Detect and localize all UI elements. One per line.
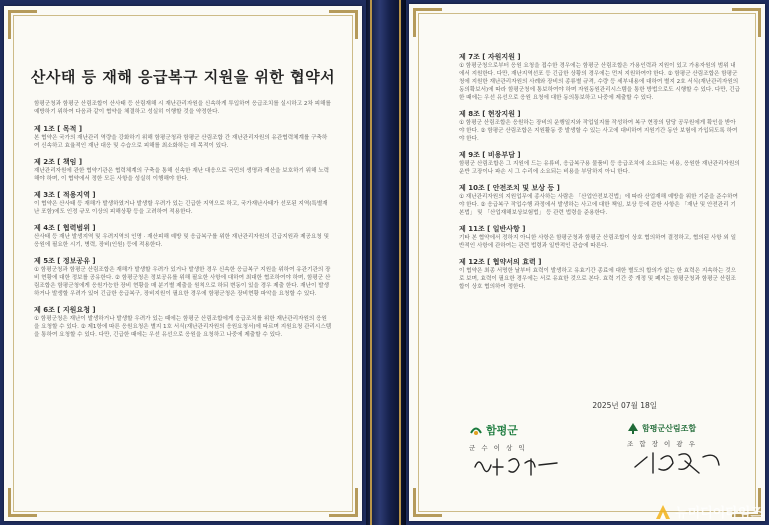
corner-ornament [413,8,442,37]
watermark-text: 뉴미디어타임즈 [675,506,763,521]
article [459,150,741,176]
article-heading: 제 12조 [ 협약서의 효력 ] [459,258,542,266]
article-heading: 제 3조 [ 적용지역 ] [34,191,96,199]
article-text: 본 협약은 국가의 재난관리 역량을 강화하기 위해 함평군청과 함평군 산림조합 간 재난관리자원의 유관협력체계를 구축하여 신속하고 효율적인 재난 대응 및 수습으로 피해를 최소화하는 데 목적이 있다. [34,135,328,149]
county-handwritten-signature [469,453,564,479]
article [459,257,741,291]
article [34,190,332,216]
newsmedia-watermark [655,502,763,521]
cooperative-logo [627,422,747,434]
article-heading: 제 6조 [ 지원요청 ] [34,306,96,314]
article-text: 재난관리자원에 관한 협약기관은 협력체계의 구축을 통해 신속한 재난 대응으로 국민의 생명과 재산을 보호하기 위해 노력해야 하며, 이 협약에서 정한 모든 사항을 성실히 이행해야 한다. [34,168,330,182]
article-heading: 제 8조 [ 현장지원 ] [459,110,521,118]
article [34,305,332,339]
right-body [459,52,741,298]
article [459,183,741,217]
signatory-forestry-cooperative [627,422,747,481]
article [459,224,741,250]
article-heading: 제 10조 [ 안전조치 및 보상 등 ] [459,184,560,192]
article-heading: 제 5조 [ 정보공유 ] [34,257,96,265]
article-heading: 제 9조 [ 비용부담 ] [459,151,521,159]
corner-ornament [329,10,358,39]
article-text: 이 협약은 산사태 등 재해가 발생하였거나 발생할 우려가 있는 긴급한 지역으로 하고, 국가재난사태가 선포된 지역(특별재난 포함)에도 인정 규모 이상의 피해상황 등을 고려하여 적용한다. [34,201,328,215]
corner-ornament [8,488,37,517]
cooperative-head-title: 조 합 장 이 광 우 [627,440,698,448]
article-text: 기타 본 협약에서 정하지 아니한 사항은 함평군청과 함평군 산림조합이 상호 협의하여 결정하고, 협의된 사항 외 일반적인 사항에 관하여는 관련 법령과 일반적인 관습에 따른다. [459,235,737,249]
signature-block [459,422,745,492]
folder-spine [366,0,406,525]
county-logo [469,422,589,438]
agreement-page-left [4,6,362,521]
county-emblem-icon [469,423,483,437]
article [34,157,332,183]
watermark-logo-icon [655,504,671,520]
spine-gold-line [370,0,372,525]
intro-paragraph: 함평군청과 함평군 산림조합이 산사태 등 산림재해 시 재난관리자원을 신속하게 투입하여 응급조치를 실시하고 2차 피해를 예방하기 위하여 다음과 같이 협약을 체결하고 성실히 이행할 것을 약정한다. [34,101,331,115]
article-text: 산사태 등 재난 발생지역 및 우려지역의 인명 · 재산피해 예방 및 응급복구를 위한 재난관리자원의 긴급지원과 제공요청 및 응원에 필요한 시기, 병력, 장비(인원) 등에 적용한다. [34,234,330,248]
county-head-title: 군 수 이 상 익 [469,444,527,452]
article [34,256,332,298]
article-heading: 제 4조 [ 협력범위 ] [34,224,96,232]
article-text: 함평군 산림조합은 그 지원에 드는 유류비, 응급복구용 물품비 등 응급조치에 소요되는 비용, 응원한 재난관리자원의 운반 고장이나 파손 시 그 수리에 소요되는 비용을 부담하지 아니 한다. [459,161,740,175]
corner-ornament [413,488,442,517]
article-text: ① 함평군 산림조합은 응원하는 장비의 운행일지와 작업일지를 작성하여 복구 현장의 담당 공무원에게 확인을 받아야 한다. ② 함평군 산림조합은 지원활동 중 발생할 수 있는 사고에 대비하여 지원기간 동안 보험에 가입되도록 하여야 한다. [459,120,738,142]
left-body [34,100,332,346]
corner-ornament [329,488,358,517]
article-heading: 제 1조 [ 목적 ] [34,125,83,133]
cooperative-handwritten-signature [627,449,727,477]
article-text: ① 함평군청과 함평군 산림조합은 재해가 발생할 우려가 있거나 발생한 경우 신속한 응급복구 지원을 위하여 유관기관의 장비 현황에 대한 정보를 공유한다. ② 함평군청은 정보공유를 위해 필요한 사항에 대하여 최대한 협조하여야 하며, 함평군 산림조합은 함평군청에게 응원가능한 장비 현황을 매 분기별 제출을 원칙으로 하되 변동이 있을 경우 제출 한다. 재난이 발생하거나 발생할 우려가 있어 긴급한 응급복구, 장비지원이 필요한 경우에 함평군청은 장비현황 파악을 요청할 수 있다. [34,267,331,297]
article-heading: 제 11조 [ 일반사항 ] [459,225,526,233]
tree-icon [627,422,639,434]
document-title: 산사태 등 재해 응급복구 지원을 위한 협약서 [30,68,336,86]
article-text: 이 협약은 최종 서명한 날부터 효력이 발생하고 유효기간 종료에 대한 별도의 합의가 없는 한 효력은 지속하는 것으로 보며, 효력이 필요한 경우에는 서로 유효한 것으로 본다. 효력 기간 중 개정 및 폐지는 함평군청과 함평군 산림조합이 상호 협의하여 정한다. [459,268,737,290]
agreement-page-right [409,4,765,521]
corner-ornament [8,10,37,39]
article [459,109,741,143]
cooperative-org-name: 함평군산림조합 [642,423,697,433]
article-text: ① 함평군청은 재난이 발생하거나 발생할 우려가 있는 때에는 함평군 산림조합에게 응급조치를 위한 재난관리자원의 응원을 요청할 수 있다. ② 제1항에 따른 응원요청은 별지 1호 서식(재난관리자원의 응원요청서)에 따르며 지원요청 관리시스템을 통하여 요청할 수 있다. 다만, 긴급한 때에는 우선 유선으로 응원을 요청하고 나중에 제출할 수 있다. [34,316,332,338]
spine-gold-line [399,0,401,525]
article-heading: 제 7조 [ 자원지원 ] [459,53,521,61]
signatory-hampyeong-county [469,422,589,483]
article-text: ① 재난관리자원의 지원업무에 종사하는 사람은 「산업안전보건법」에 따라 산업재해 예방을 위한 기준을 준수하여야 한다. ② 응급복구 작업수행 과정에서 발생하는 사고에 대한 책임, 보상 등에 관한 사항은 「재난 및 안전관리 기본법」 및 「산업재해보상보험법」 등 관련 법령을 준용한다. [459,194,738,216]
article [459,52,741,102]
corner-ornament [732,8,761,37]
county-org-name: 함평군 [486,424,518,437]
article-text: ① 함평군청으로부터 응원 요청을 접수한 경우에는 함평군 산림조합은 가용인력과 지원이 있고 가용자원의 범위 내에서 지원한다. 다만, 재난지역선포 등 긴급한 상황의 경우에는 먼저 지원하여야 한다. ② 함평군 산림조합은 함평군청에 지원한 재난관리자원의 사례와 장비의 종류별 규격, 수량 등 세부내용에 대하여 별지 2호 서식(재난관리자원의 동의확보서)에 따라 함평군청에 통보하여야 하며 자원동원관리시스템을 통한 방법으로도 시행할 수 있다. 다만, 긴급한 때에는 우선 유선으로 응원 요청에 대한 동의통보하고 나중에 제출할 수 있다. [459,63,741,101]
agreement-date: 2025년 07월 18일 [592,401,657,410]
article [34,223,332,249]
article [34,124,332,150]
article-heading: 제 2조 [ 책임 ] [34,158,83,166]
